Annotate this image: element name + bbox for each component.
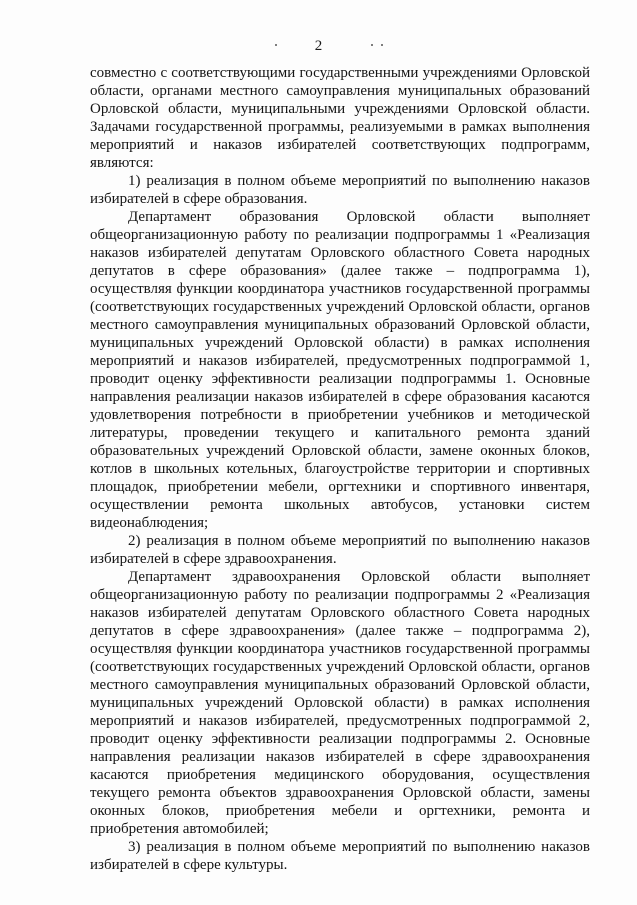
scan-speck — [381, 44, 383, 46]
page-number: 2 — [314, 38, 323, 54]
paragraph: 1) реализация в полном объеме мероприятий по выполнению наказов избирателей в сфере образования. — [90, 173, 590, 207]
paragraph: совместно с соответствующими государственными учреждениями Орловской области, органами местного самоуправления муниципальных образований Орловской области, муниципальными учреждениями Орловской области. Задачами государственной программы, реализуемыми в рамках выполнения мероприятий и наказов избирателей соответствующих подпрограмм, являются: — [90, 65, 590, 171]
paragraph: Департамент образования Орловской области выполняет общеорганизационную работу по реализации подпрограммы 1 «Реализация наказов избирателей депутатам Орловского областного Совета народных депутатов в сфере образования» (далее также – подпрограмма 1), осуществляя функции координатора участников государственной программы (соответствующих государственных учреждений Орловской области, органов местного самоуправления муниципальных образований Орловской области, муниципальных учреждений Орловской области) в рамках исполнения мероприятий и наказов избирателей, предусмотренных подпрограммой 1, проводит оценку эффективности реализации подпрограммы 1. Основные направления реализации наказов избирателей в сфере образования касаются удовлетворения потребности в приобретении учебников и методической литературы, проведении текущего и капитального ремонта зданий образовательных учреждений Орловской области, замене оконных блоков, котлов в школьных котельных, благоустройстве территории и спортивных площадок, приобретении мебели, оргтехники и спортивного инвентаря, осуществлении ремонта школьных автобусов, установки систем видеонаблюдения; — [90, 209, 590, 531]
scan-speck — [371, 44, 373, 46]
paragraph: 2) реализация в полном объеме мероприятий по выполнению наказов избирателей в сфере здравоохранения. — [90, 533, 590, 567]
scan-speck — [275, 44, 277, 46]
paragraph: Департамент здравоохранения Орловской области выполняет общеорганизационную работу по реализации подпрограммы 2 «Реализация наказов избирателей депутатам Орловского областного Совета народных депутатов в сфере здравоохранения» (далее также – подпрограмма 2), осуществляя функции координатора участников государственной программы (соответствующих государственных учреждений Орловской области, органов местного самоуправления муниципальных образований Орловской области, муниципальных учреждений Орловской области) в рамках исполнения мероприятий и наказов избирателей, предусмотренных подпрограммой 2, проводит оценку эффективности реализации подпрограммы 2. Основные направления реализации наказов избирателей в сфере здравоохранения касаются приобретения медицинского оборудования, осуществления текущего ремонта объектов здравоохранения Орловской области, замены оконных блоков, приобретения мебели и оргтехники, ремонта и приобретения автомобилей; — [90, 569, 590, 837]
document-body — [90, 64, 590, 874]
paragraph: 3) реализация в полном объеме мероприятий по выполнению наказов избирателей в сфере культуры. — [90, 839, 590, 873]
